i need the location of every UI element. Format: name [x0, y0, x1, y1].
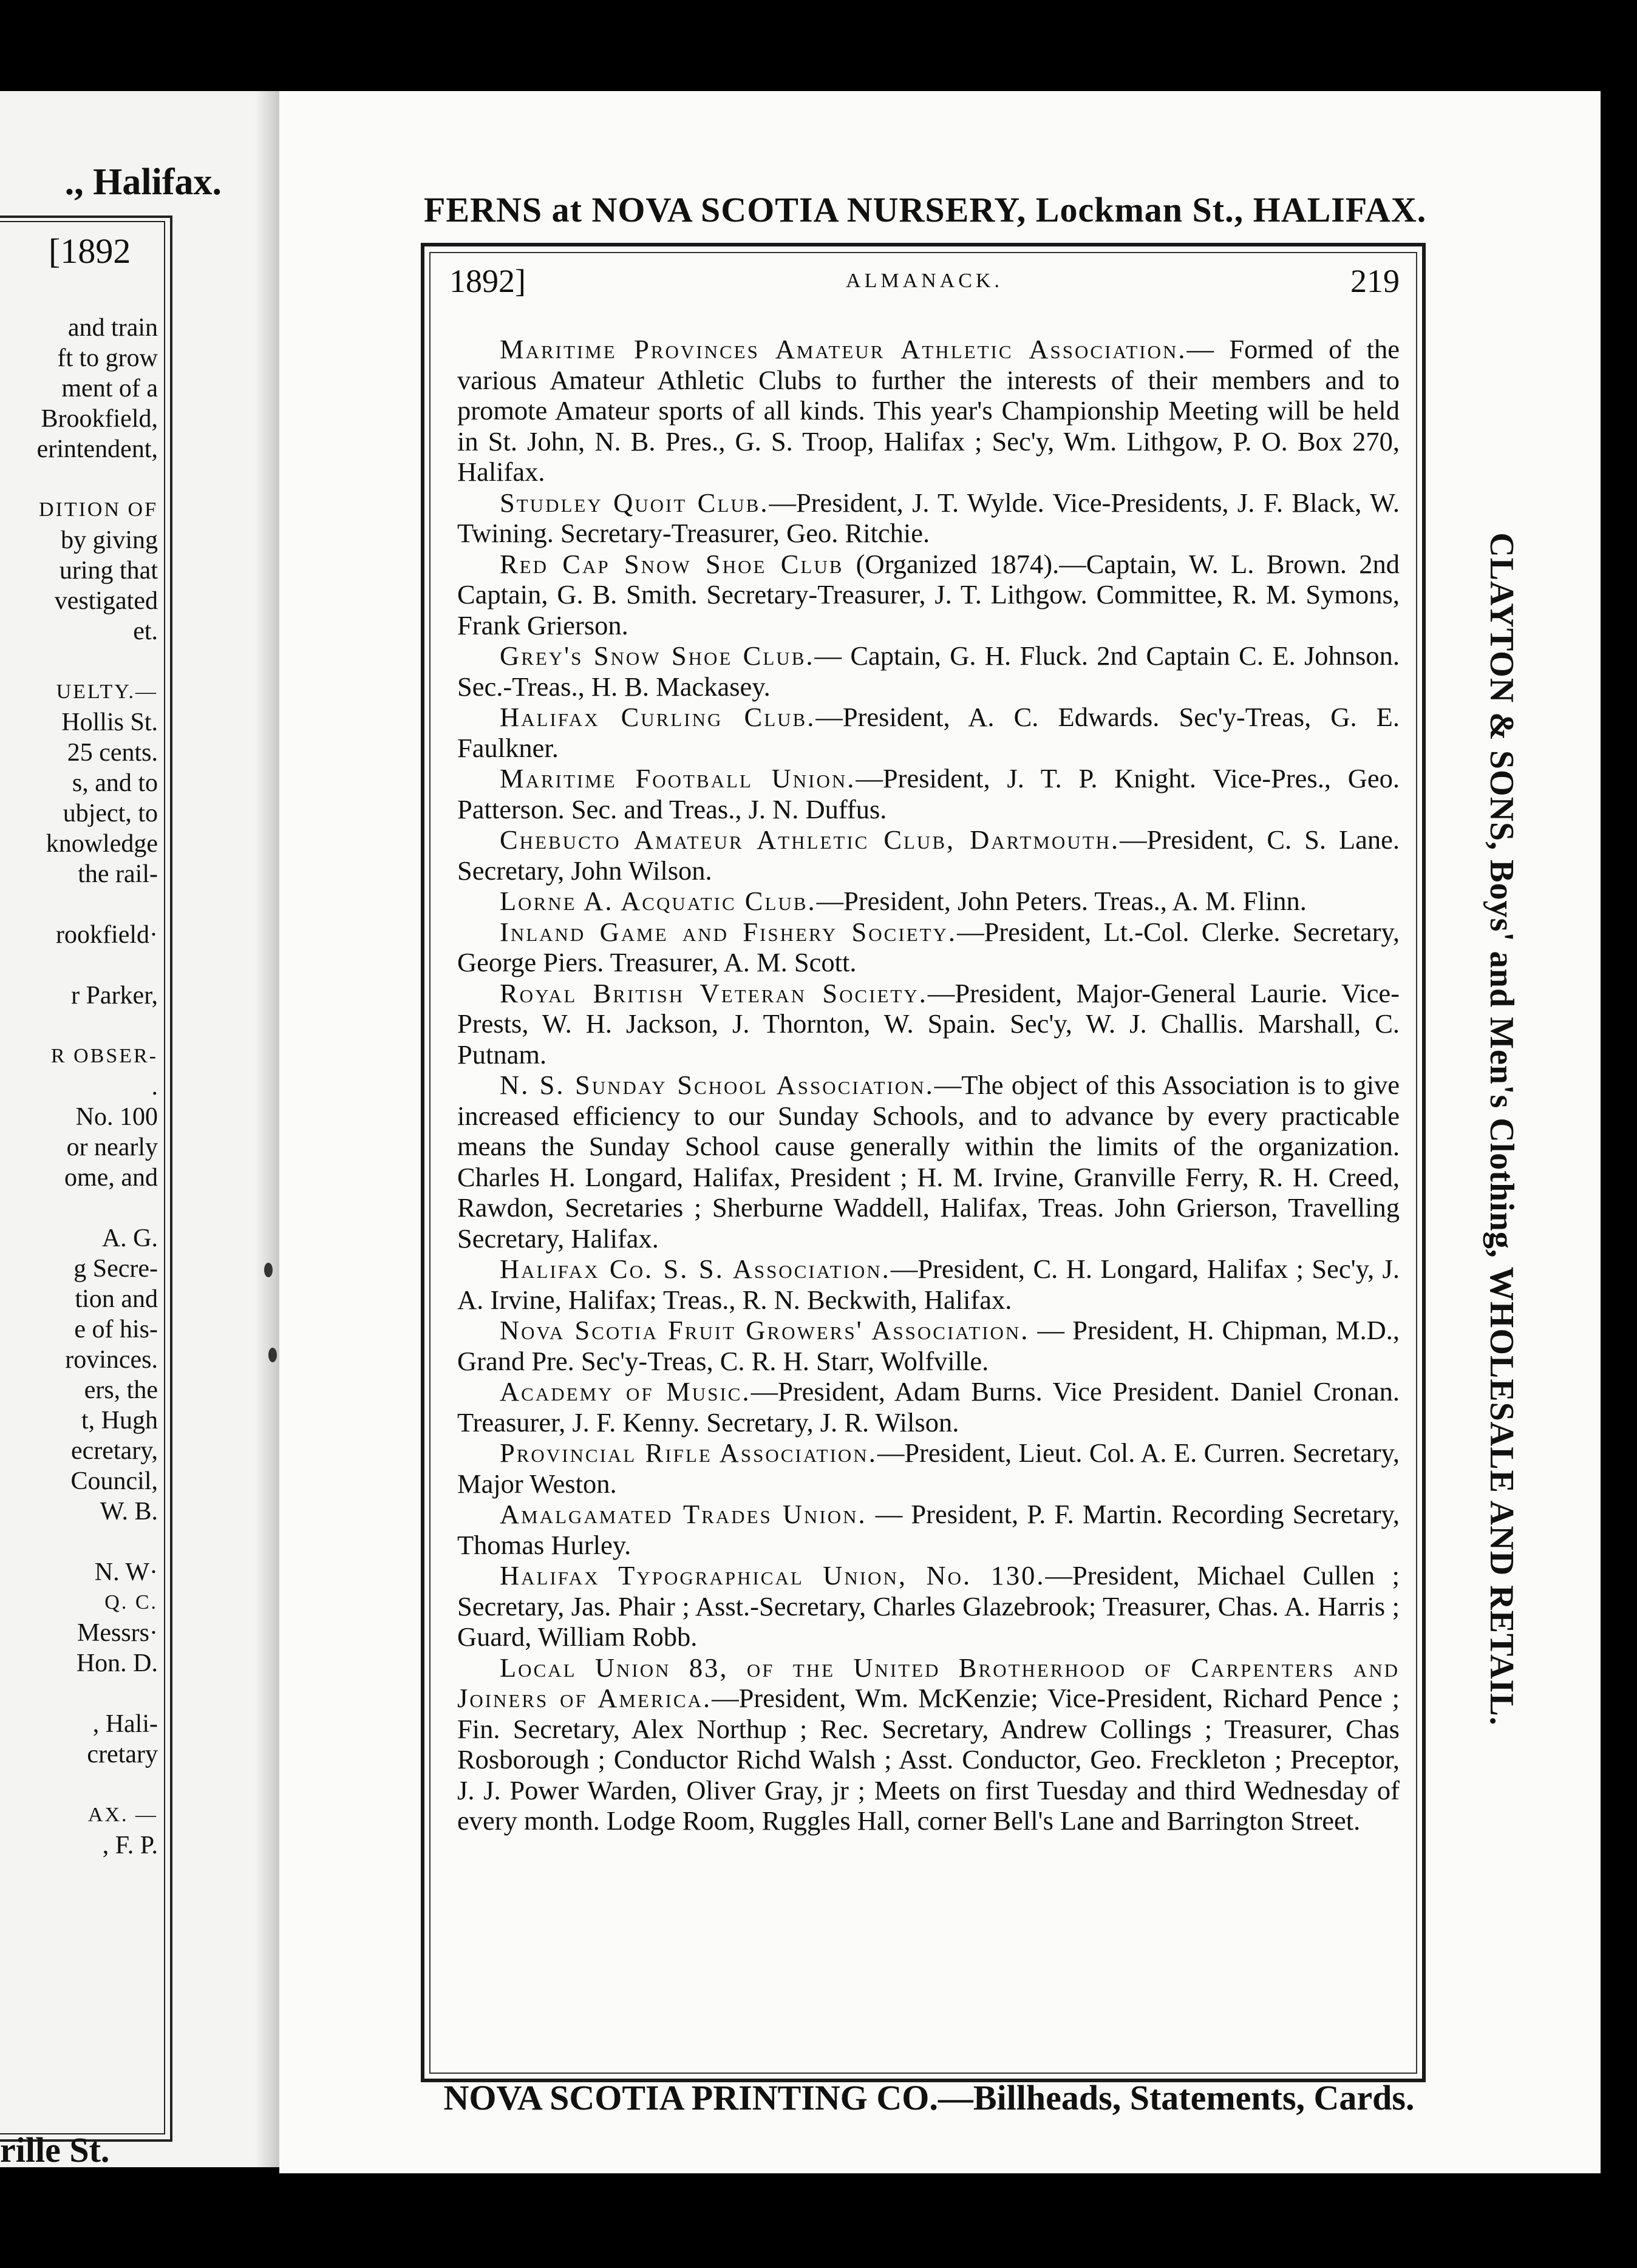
- association-details: —President, C. S. Lane. Secretary, John Wilson.: [457, 824, 1400, 886]
- association-name: Studley Quoit Club.: [500, 487, 769, 518]
- left-page-line: .: [151, 1073, 158, 1101]
- association-details: —The object of this Association is to give increased efficiency to our Sunday Schools, and to advance by every practicable means the Sunday School cause generally within the limits of the organization. Charles H. Longard, Halifax, President ; H. M. Irvine, Granville Ferry, R. H. Creed, Rawdon, Secretaries ; Sherburne Waddell, Halifax, Treas. John Grierson, Travelling Secretary, Halifax.: [457, 1070, 1400, 1254]
- association-name: Academy of Music.: [500, 1376, 751, 1407]
- association-name: Royal British Veteran Society.: [500, 977, 928, 1008]
- left-page-line: N. W·: [94, 1558, 158, 1586]
- association-name: Maritime Provinces Amateur Athletic Association.: [500, 334, 1187, 364]
- left-page-footer: rille St.: [0, 2130, 110, 2167]
- left-page-line: and train: [67, 314, 158, 342]
- page-number: 219: [1350, 263, 1400, 299]
- left-page-line: knowledge: [46, 830, 158, 858]
- previous-page-fragment: [0, 91, 279, 2167]
- association-entry: [457, 917, 1400, 978]
- left-page-line: DITION OF: [38, 498, 158, 521]
- association-name: Nova Scotia Fruit Growers' Association.: [500, 1315, 1030, 1345]
- association-entry: [457, 1499, 1400, 1560]
- almanack-page: [279, 91, 1601, 2173]
- left-page-line: uring that: [59, 557, 158, 585]
- left-page-line: t, Hugh: [81, 1407, 158, 1434]
- association-entry: [457, 824, 1400, 886]
- association-entry: [457, 1070, 1400, 1254]
- association-entry: [457, 763, 1400, 824]
- left-page-line: vestigated: [54, 587, 158, 615]
- left-page-line: [0, 1011, 158, 1041]
- association-details: —President, Adam Burns. Vice President. Daniel Cronan. Treasurer, J. F. Kenny. Secretary, J. R. Wilson.: [457, 1376, 1400, 1438]
- gutter-shadow: [255, 91, 279, 2167]
- left-page-line: or nearly: [66, 1133, 158, 1161]
- association-entry: [457, 1438, 1400, 1499]
- association-details: —President, Major-General Laurie. Vice-Prests, W. H. Jackson, J. Thornton, W. Spain. Sec'y, W. J. Challis. Marshall, C. Putnam.: [457, 977, 1400, 1070]
- association-entry: [457, 702, 1400, 763]
- left-page-line: 25 cents.: [67, 739, 158, 767]
- ink-smudge: [264, 1263, 273, 1277]
- association-entry: [457, 886, 1400, 917]
- left-page-line: erintendent,: [36, 435, 158, 463]
- association-entry: [457, 487, 1400, 549]
- footer-advertisement: NOVA SCOTIA PRINTING CO.—Billheads, Statements, Cards.: [443, 2078, 1415, 2117]
- association-details: — Formed of the various Amateur Athletic Clubs to further the interests of their members and to promote Amateur sports of all kinds. This year's Championship Meeting will be held in St. John, N. B. Pres., G. S. Troop, Halifax ; Sec'y, Wm. Lithgow, P. O. Box 270, Halifax.: [457, 334, 1400, 487]
- side-advertisement: [1474, 382, 1529, 1876]
- left-page-line: AX. —: [87, 1804, 158, 1826]
- left-page-line: R OBSER-: [50, 1045, 158, 1067]
- association-name: Inland Game and Fishery Society.: [500, 916, 958, 947]
- left-page-line: [0, 889, 158, 920]
- association-details: —President, John Peters. Treas., A. M. Flinn.: [816, 886, 1307, 916]
- association-name: Halifax Typographical Union, No. 130.: [500, 1560, 1046, 1591]
- association-name: Halifax Curling Club.: [500, 702, 816, 732]
- association-name: Amalgamated Trades Union.: [500, 1499, 867, 1529]
- left-page-line: , Hali-: [92, 1710, 158, 1738]
- left-page-line: r Parker,: [71, 982, 158, 1010]
- left-page-line: s, and to: [72, 769, 158, 797]
- left-page-line: Q. C.: [104, 1591, 158, 1614]
- left-page-year: [1892: [49, 231, 131, 271]
- header-advertisement: FERNS at NOVA SCOTIA NURSERY, Lockman St., HALIFAX.: [424, 190, 1427, 229]
- running-head: [449, 262, 1400, 311]
- side-advertisement-text: CLAYTON & SONS, Boys' and Men's Clothing, WHOLESALE AND RETAIL.: [1483, 532, 1520, 1726]
- association-name: Grey's Snow Shoe Club.: [500, 640, 815, 671]
- association-details: —President, C. H. Longard, Halifax ; Sec'y, J. A. Irvine, Halifax; Treas., R. N. Beckwith, Halifax.: [457, 1254, 1400, 1315]
- association-details: (Organized 1874).—Captain, W. L. Brown. 2nd Captain, G. B. Smith. Secretary-Treasurer, J. T. Lithgow. Committee, R. M. Symons, Frank Grierson.: [457, 548, 1400, 640]
- left-page-line: UELTY.—: [56, 681, 158, 703]
- association-entry: [457, 1652, 1400, 1836]
- association-name: Halifax Co. S. S. Association.: [500, 1254, 891, 1284]
- running-head-title: ALMANACK.: [846, 270, 1003, 292]
- left-page-line: et.: [133, 617, 158, 645]
- left-page-line: [0, 950, 158, 980]
- left-page-line: Hollis St.: [61, 708, 158, 736]
- association-details: — Captain, G. H. Fluck. 2nd Captain C. E. Johnson. Sec.-Treas., H. B. Mackasey.: [457, 640, 1400, 702]
- association-details: — President, P. F. Martin. Recording Secretary, Thomas Hurley.: [457, 1499, 1400, 1560]
- association-entry: [457, 1560, 1400, 1652]
- left-page-line: rovinces.: [65, 1346, 158, 1374]
- association-name: Local Union 83, of the United Brotherhood of Carpenters and Joiners of America.: [457, 1652, 1400, 1713]
- association-name: Maritime Football Union.: [500, 763, 856, 793]
- ink-smudge: [268, 1348, 277, 1362]
- left-page-line: Brookfield,: [41, 405, 158, 433]
- left-page-line: cretary: [87, 1740, 158, 1768]
- left-page-line: rookfield·: [56, 921, 158, 949]
- association-details: —President, Lieut. Col. A. E. Curren. Secretary, Major Weston.: [457, 1438, 1400, 1499]
- association-name: N. S. Sunday School Association.: [500, 1070, 934, 1100]
- left-page-line: the rail-: [78, 860, 158, 888]
- left-page-line: [0, 1527, 158, 1557]
- association-name: Provincial Rifle Association.: [500, 1438, 877, 1468]
- left-page-line: by giving: [61, 526, 158, 554]
- left-page-line: [0, 464, 158, 495]
- association-entry: [457, 1376, 1400, 1438]
- left-page-line: ment of a: [61, 375, 158, 402]
- left-page-line: Council,: [70, 1467, 158, 1495]
- association-entry: [457, 1254, 1400, 1315]
- association-details: —President, J. T. Wylde. Vice-Presidents, J. F. Black, W. Twining. Secretary-Treasurer, Geo. Ritchie.: [457, 487, 1400, 548]
- left-page-line: [0, 1193, 158, 1223]
- left-page-line: , F. P.: [102, 1832, 158, 1859]
- left-page-line: ers, the: [84, 1376, 158, 1404]
- association-entry: [457, 334, 1400, 487]
- left-page-line: [0, 647, 158, 677]
- running-head-year: 1892]: [449, 263, 526, 299]
- association-entries: [457, 334, 1400, 1836]
- association-name: Red Cap Snow Shoe Club: [500, 548, 844, 579]
- association-entry: [457, 978, 1400, 1070]
- association-details: —President, J. T. P. Knight. Vice-Pres., Geo. Patterson. Sec. and Treas., J. N. Duffus.: [457, 763, 1400, 824]
- left-page-header: ., Halifax.: [64, 161, 222, 203]
- left-page-line: e of his-: [74, 1316, 158, 1343]
- association-name: Lorne A. Acquatic Club.: [500, 886, 817, 916]
- left-page-line: [0, 1679, 158, 1709]
- left-page-line: No. 100: [75, 1103, 158, 1131]
- left-page-line: ft to grow: [57, 344, 158, 372]
- association-entry: [457, 1315, 1400, 1376]
- left-page-line: ubject, to: [63, 800, 158, 827]
- association-name: Chebucto Amateur Athletic Club, Dartmouth.: [500, 824, 1120, 855]
- left-page-line: Hon. D.: [76, 1649, 158, 1677]
- left-page-line: Messrs·: [77, 1619, 158, 1647]
- left-page-text: [0, 313, 158, 1861]
- left-page-line: g Secre-: [73, 1255, 158, 1283]
- association-entry: [457, 640, 1400, 702]
- left-page-line: A. G.: [101, 1224, 158, 1252]
- association-entry: [457, 549, 1400, 641]
- left-page-line: W. B.: [100, 1498, 158, 1526]
- association-details: —President, A. C. Edwards. Sec'y-Treas, G. E. Faulkner.: [457, 702, 1400, 763]
- left-page-line: ecretary,: [71, 1437, 158, 1465]
- left-page-line: tion and: [75, 1285, 158, 1313]
- association-details: — President, H. Chipman, M.D., Grand Pre. Sec'y-Treas, C. R. H. Starr, Wolfville.: [457, 1315, 1400, 1376]
- left-page-line: [0, 1770, 158, 1800]
- association-details: —President, Wm. McKenzie; Vice-President, Richard Pence ; Fin. Secretary, Alex Northup ; Rec. Secretary, Andrew Collings ; Treasurer, Chas Rosborough ; Conductor Richd Walsh ; Asst. Conductor, Geo. Freckleton ; Preceptor, J. J. Power Warden, Oliver Gray, jr ; Meets on first Tuesday and third Wednesday of every month. Lodge Room, Ruggles Hall, corner Bell's Lane and Barrington Street.: [457, 1683, 1400, 1836]
- left-page-line: ome, and: [64, 1164, 158, 1192]
- association-details: —President, Lt.-Col. Clerke. Secretary, George Piers. Treasurer, A. M. Scott.: [457, 916, 1400, 977]
- association-details: —President, Michael Cullen ; Secretary, Jas. Phair ; Asst.-Secretary, Charles Glazebrook; Treasurer, Chas. A. Harris ; Guard, William Robb.: [457, 1560, 1400, 1652]
